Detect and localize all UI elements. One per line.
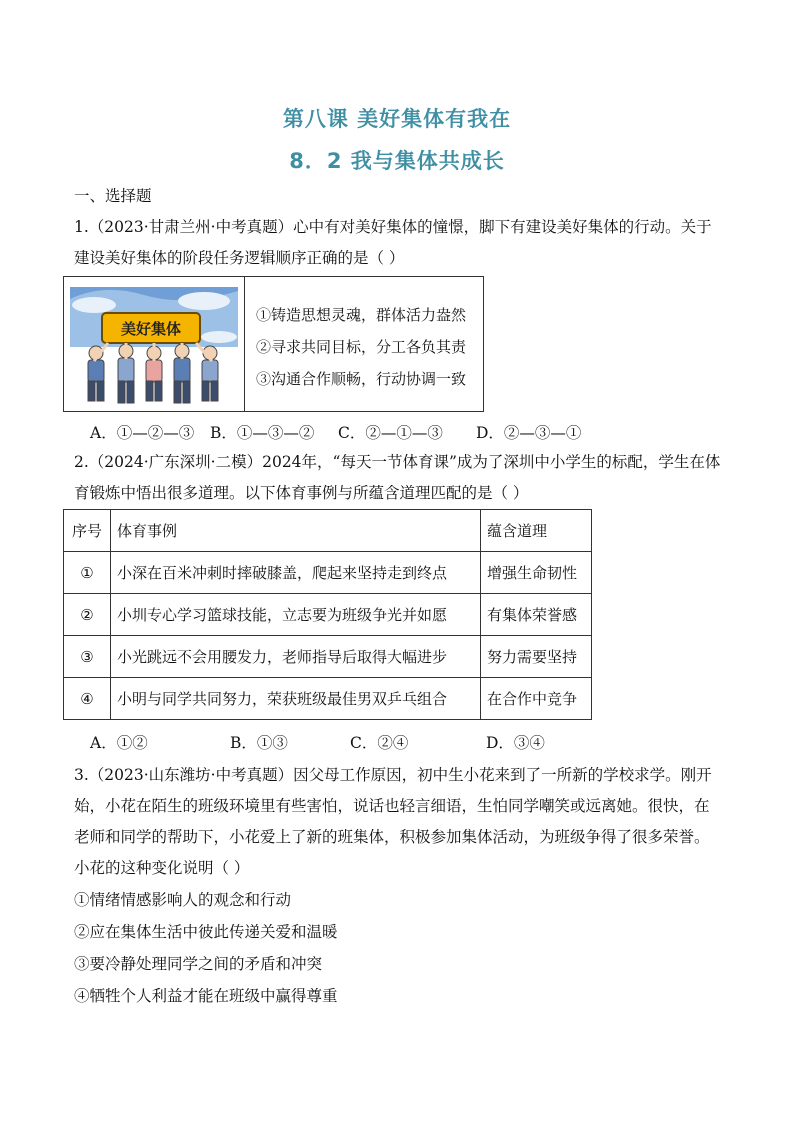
lesson-subtitle: 8．2 我与集体共成长	[289, 149, 505, 173]
row-example: 小明与同学共同努力，荣获班级最佳男双乒乓组合	[111, 678, 481, 720]
stage-1: ①铸造思想灵魂，群体活力盎然	[256, 306, 467, 324]
row-principle: 增强生命韧性	[481, 552, 592, 594]
q3-stem-line3: 老师和同学的帮助下，小花爱上了新的班集体，积极参加集体活动，为班级争得了很多荣誉。	[74, 828, 710, 846]
q3-stem-line2: 始，小花在陌生的班级环境里有些害怕，说话也轻言细语，生怕同学嘲笑或远离她。很快，在	[74, 797, 710, 815]
lesson-title: 第八课 美好集体有我在	[282, 107, 512, 131]
q2-options	[90, 731, 545, 753]
row-index: ③	[64, 636, 111, 678]
q2-option-d[interactable]: D．③④	[486, 734, 545, 752]
row-index: ④	[64, 678, 111, 720]
q2-option-b[interactable]: B．①③	[230, 734, 288, 752]
q1-stem-line1: 1.（2023·甘肃兰州·中考真题）心中有对美好集体的憧憬，脚下有建设美好集体的行动。关于	[74, 218, 712, 236]
sign-label: 美好集体	[120, 320, 182, 338]
stage-3: ③沟通合作顺畅，行动协调一致	[256, 370, 467, 388]
row-example: 小深在百米冲刺时摔破膝盖，爬起来坚持走到终点	[111, 552, 481, 594]
q3-stem-line4: 小花的这种变化说明（ ）	[74, 859, 250, 877]
q1-option-d[interactable]: D．②—③—①	[476, 424, 582, 442]
q2-option-c[interactable]: C．②④	[350, 734, 409, 752]
table-row	[64, 594, 592, 636]
row-index: ①	[64, 552, 111, 594]
table-header-row	[64, 510, 592, 552]
q1-option-b[interactable]: B．①—③—②	[210, 424, 315, 442]
table-row	[64, 552, 592, 594]
header-index: 序号	[64, 510, 111, 552]
q3-item-3: ③要冷静处理同学之间的矛盾和冲突	[74, 955, 323, 973]
q1-option-a[interactable]: A．①—②—③	[90, 424, 195, 442]
q2-stem-line1: 2.（2024·广东深圳·二模）2024年，“每天一节体育课”成为了深圳中小学生的标配，学生在体	[74, 453, 721, 471]
q3-item-2: ②应在集体生活中彼此传递关爱和温暖	[74, 923, 338, 941]
q2-option-a[interactable]: A．①②	[90, 734, 148, 752]
section-heading: 一、选择题	[74, 187, 152, 205]
row-example: 小光跳远不会用腰发力，老师指导后取得大幅进步	[111, 636, 481, 678]
row-example: 小圳专心学习篮球技能，立志要为班级争光并如愿	[111, 594, 481, 636]
row-principle: 努力需要坚持	[481, 636, 592, 678]
row-principle: 在合作中竞争	[481, 678, 592, 720]
q1-options	[90, 421, 581, 443]
q1-stem-line2: 建设美好集体的阶段任务逻辑顺序正确的是（ ）	[74, 249, 405, 267]
figure-divider	[244, 277, 245, 411]
q3-item-4: ④牺牲个人利益才能在班级中赢得尊重	[74, 987, 338, 1005]
header-principle: 蕴含道理	[481, 510, 592, 552]
q1-option-c[interactable]: C．②—①—③	[338, 424, 443, 442]
q3-stem-line1: 3.（2023·山东潍坊·中考真题）因父母工作原因，初中生小花来到了一所新的学校求学。刚开	[74, 766, 712, 784]
row-principle: 有集体荣誉感	[481, 594, 592, 636]
stage-2: ②寻求共同目标，分工各负其责	[256, 338, 467, 356]
q1-figure-box	[63, 276, 484, 412]
header-example: 体育事例	[111, 510, 481, 552]
table-row	[64, 636, 592, 678]
row-index: ②	[64, 594, 111, 636]
collective-illustration	[64, 277, 244, 411]
q3-item-1: ①情绪情感影响人的观念和行动	[74, 891, 292, 909]
q2-table	[63, 509, 592, 720]
q2-stem-line2: 育锻炼中悟出很多道理。以下体育事例与所蕴含道理匹配的是（ ）	[74, 484, 529, 502]
table-row	[64, 678, 592, 720]
